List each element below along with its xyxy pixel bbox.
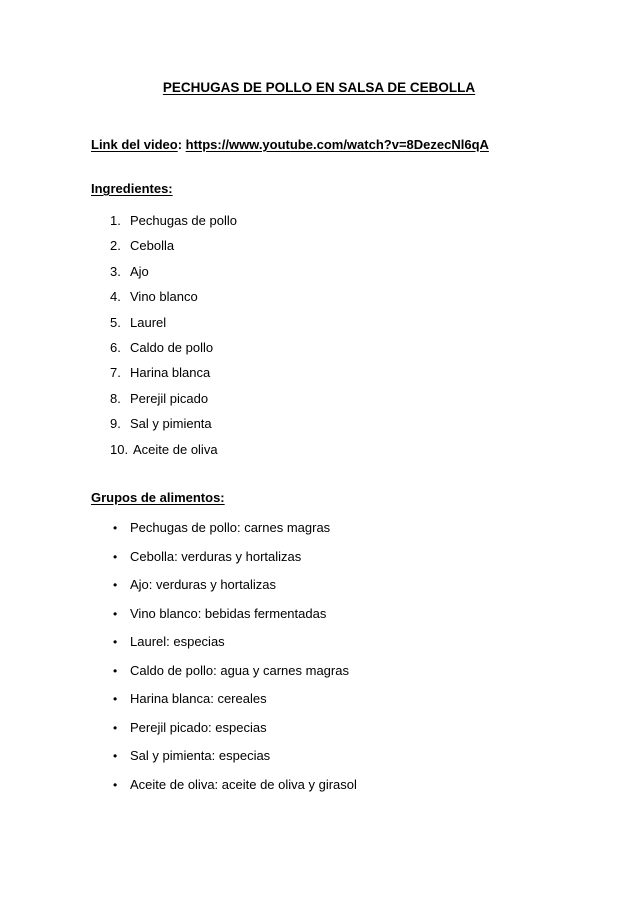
list-number: 6. <box>110 339 121 355</box>
bullet-icon: • <box>113 549 118 564</box>
list-number: 2. <box>110 238 121 254</box>
bullet-icon: • <box>113 720 118 735</box>
food-group-text: Caldo de pollo: agua y carnes magras <box>130 662 349 678</box>
video-link-separator: : <box>177 137 186 152</box>
bullet-icon: • <box>113 521 118 535</box>
ingredient-text: Perejil picado <box>130 390 209 406</box>
ingredient-text: Aceite de oliva <box>133 441 218 457</box>
list-number: 1. <box>110 213 121 228</box>
food-group-text: Cebolla: verduras y hortalizas <box>130 548 302 564</box>
bullet-icon: • <box>113 606 118 621</box>
food-group-text: Laurel: especias <box>130 634 225 649</box>
video-link-line <box>91 137 489 152</box>
video-link[interactable]: https://www.youtube.com/watch?v=8DezecNl6qA <box>185 137 489 152</box>
bullet-icon: • <box>113 663 118 678</box>
list-number: 3. <box>110 263 121 279</box>
bullet-icon: • <box>113 692 118 706</box>
food-group-text: Sal y pimienta: especias <box>130 748 271 763</box>
bullet-icon: • <box>113 635 118 649</box>
ingredient-text: Sal y pimienta <box>130 416 212 432</box>
document-title: PECHUGAS DE POLLO EN SALSA DE CEBOLLA <box>162 80 476 95</box>
food-group-text: Ajo: verduras y hortalizas <box>130 577 276 592</box>
list-number: 9. <box>110 416 121 432</box>
food-groups-heading: Grupos de alimentos: <box>91 490 225 505</box>
ingredient-text: Laurel <box>130 314 167 330</box>
food-group-text: Pechugas de pollo: carnes magras <box>130 520 331 535</box>
ingredients-heading: Ingredientes: <box>91 181 173 196</box>
ingredient-text: Vino blanco <box>130 289 198 305</box>
list-number: 8. <box>110 390 121 406</box>
list-number: 10. <box>110 441 129 457</box>
ingredient-text: Cebolla <box>130 238 175 254</box>
ingredient-text: Harina blanca <box>130 365 211 381</box>
ingredient-text: Pechugas de pollo <box>130 213 237 228</box>
bullet-icon: • <box>113 749 118 763</box>
ingredient-text: Caldo de pollo <box>130 339 214 355</box>
food-group-text: Aceite de oliva: aceite de oliva y girasol <box>130 776 357 792</box>
food-group-text: Perejil picado: especias <box>130 719 267 735</box>
list-number: 7. <box>110 365 121 381</box>
food-group-text: Harina blanca: cereales <box>130 691 267 706</box>
bullet-icon: • <box>113 777 118 792</box>
food-group-text: Vino blanco: bebidas fermentadas <box>130 605 327 621</box>
list-number: 5. <box>110 314 121 330</box>
list-number: 4. <box>110 289 121 305</box>
bullet-icon: • <box>113 578 118 592</box>
video-link-label: Link del video <box>91 137 178 152</box>
ingredient-text: Ajo <box>130 263 149 279</box>
